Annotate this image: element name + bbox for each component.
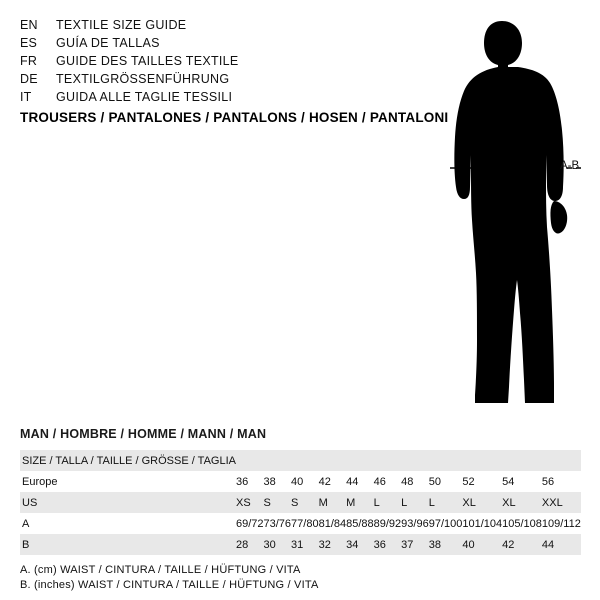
cell: S — [264, 492, 292, 513]
cell: L — [401, 492, 429, 513]
table-row — [20, 450, 581, 471]
cell: 28 — [236, 534, 264, 555]
language-code: ES — [20, 36, 38, 50]
footnotes — [20, 563, 318, 593]
cell: 77/80 — [291, 517, 319, 530]
cell — [429, 450, 463, 471]
language-title-list — [20, 16, 410, 106]
cell: 89/92 — [373, 517, 402, 530]
cell: 37 — [401, 534, 429, 555]
footnote-a: A. (cm) WAIST / CINTURA / TAILLE / HÜFTUNG / VITA — [20, 564, 301, 576]
figure-illustration — [400, 10, 600, 410]
language-title: GUIDA ALLE TAGLIE TESSILI — [56, 90, 233, 104]
cell — [236, 450, 264, 471]
table-row — [20, 471, 581, 492]
language-row — [20, 88, 410, 106]
cell: XL — [462, 492, 502, 513]
cell: 38 — [263, 475, 276, 488]
cell: 40 — [462, 534, 502, 555]
cell: 30 — [264, 534, 292, 555]
size-table — [20, 450, 581, 555]
cell: 69/72 — [235, 517, 264, 530]
cell: 93/96 — [401, 517, 429, 530]
cell: XL — [502, 492, 542, 513]
row-label: SIZE / TALLA / TAILLE / GRÖSSE / TAGLIA — [20, 450, 236, 471]
cell: 50 — [428, 475, 441, 488]
cell: 105/108 — [502, 517, 542, 530]
table-row — [20, 492, 581, 513]
language-title: GUÍA DE TALLAS — [56, 36, 160, 50]
cell: 32 — [319, 534, 347, 555]
measurement-label-ab: A-B — [560, 160, 580, 172]
cell: L — [429, 492, 463, 513]
cell — [264, 450, 292, 471]
cell: 81/84 — [318, 517, 347, 530]
cell — [502, 450, 542, 471]
cell: XS — [236, 492, 264, 513]
cell: 40 — [291, 475, 304, 488]
language-row — [20, 70, 410, 88]
cell — [401, 450, 429, 471]
cell: 38 — [429, 534, 463, 555]
cell: XXL — [542, 492, 581, 513]
cell: 97/100 — [428, 517, 463, 530]
language-code: IT — [20, 90, 32, 104]
cell — [374, 450, 402, 471]
male-silhouette-icon — [430, 15, 590, 410]
cell: M — [319, 492, 347, 513]
language-row — [20, 34, 410, 52]
table-row — [20, 534, 581, 555]
cell: 52 — [462, 475, 475, 488]
cell: 73/76 — [263, 517, 292, 530]
row-label: A — [22, 517, 30, 530]
footnote-b: B. (inches) WAIST / CINTURA / TAILLE / HÜFTUNG / VITA — [20, 579, 319, 591]
language-title: GUIDE DES TAILLES TEXTILE — [56, 54, 239, 68]
cell: 42 — [318, 475, 331, 488]
cell: L — [374, 492, 402, 513]
cell: 36 — [374, 534, 402, 555]
row-label: Europe — [22, 475, 58, 488]
page-title: TROUSERS / PANTALONES / PANTALONS / HOSEN / PANTALONI — [20, 110, 449, 125]
row-label: B — [20, 534, 236, 555]
cell: 56 — [541, 475, 555, 488]
cell: M — [346, 492, 374, 513]
cell: 48 — [401, 475, 414, 488]
cell — [346, 450, 374, 471]
cell: 46 — [373, 475, 386, 488]
language-code: DE — [20, 72, 38, 86]
cell: 109/112 — [541, 517, 581, 530]
cell: 44 — [542, 534, 581, 555]
language-code: FR — [20, 54, 38, 68]
cell: S — [291, 492, 319, 513]
row-label: US — [20, 492, 236, 513]
cell: 101/104 — [462, 517, 503, 530]
cell — [542, 450, 581, 471]
table-section-heading: MAN / HOMBRE / HOMME / MANN / MAN — [20, 427, 267, 441]
language-row — [20, 52, 410, 70]
cell — [462, 450, 502, 471]
cell: 54 — [502, 475, 515, 488]
cell: 85/88 — [346, 517, 374, 530]
language-title: TEXTILE SIZE GUIDE — [56, 18, 187, 32]
cell: 44 — [346, 475, 359, 488]
cell: 36 — [235, 475, 249, 488]
table-row — [20, 513, 581, 534]
cell — [319, 450, 347, 471]
language-title: TEXTILGRÖSSENFÜHRUNG — [56, 72, 230, 86]
cell — [291, 450, 319, 471]
language-code: EN — [20, 18, 38, 32]
cell: 42 — [502, 534, 542, 555]
language-row — [20, 16, 410, 34]
cell: 31 — [291, 534, 319, 555]
cell: 34 — [346, 534, 374, 555]
